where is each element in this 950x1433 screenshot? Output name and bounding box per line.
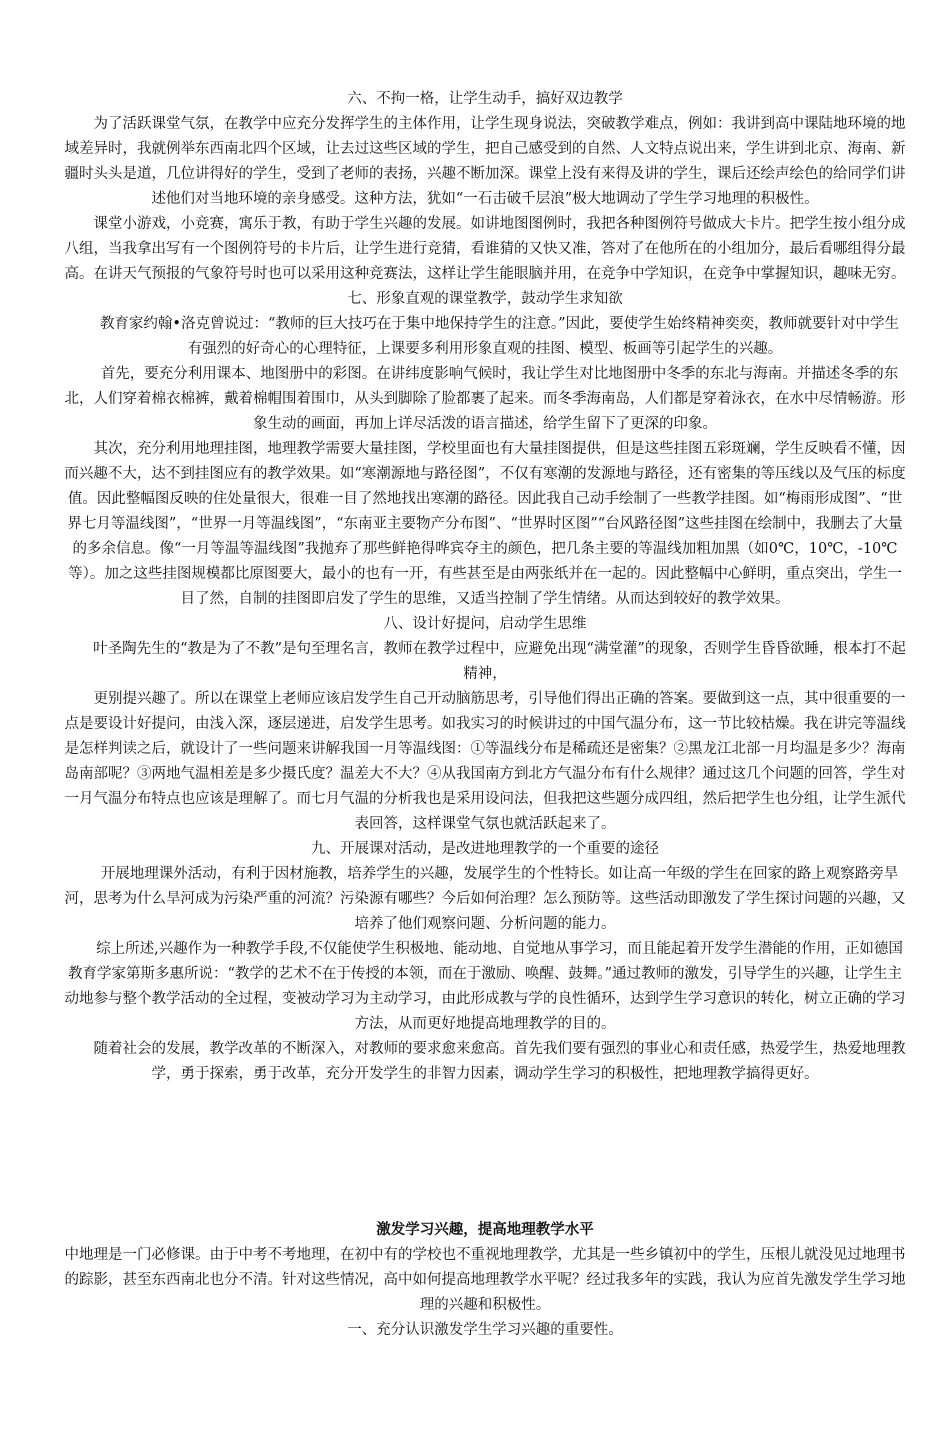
paragraph: 课堂小游戏，小竞赛，寓乐于教，有助于学生兴趣的发展。如讲地图图例时，我把各种图例符号做成大卡片。把学生按小组分成八组，当我拿出写有一个图例符号的卡片后，让学生进行竞猜，看谁猜的又快又准，答对了在他所在的小组加分，最后看哪组得分最高。在讲天气预报的气象符号时也可以采用这种竞赛法，这样让学生能眼脑并用，在竞争中学知识，在竞争中掌握知识，趣味无穷。 xyxy=(64,216,906,282)
paragraph: 其次，充分利用地理挂图，地理教学需要大量挂图，学校里面也有大量挂图提供，但是这些挂图五彩斑斓，学生反映看不懂，因而兴趣不大，达不到挂图应有的教学效果。如“寒潮源地与路径图”，不仅有寒潮的发源地与路径，还有密集的等压线以及气压的标度值。因此整幅图反映的住处量很大，很难一目了然地找出寒潮的路径。因此我自己动手绘制了一些教学挂图。如“梅雨形成图”、“世界七月等温线图”，“世界一月等温线图”，“东南亚主要物产分布图”、“世界时区图”“台风路径图”这些挂图在绘制中，我删去了大量的多余信息。像“一月等温等温线图”我抛弃了那些鲜艳得哗宾夺主的颜色，把几条主要的等温线加粗加黑（如0℃，10℃，-10℃等）。加之这些挂图规模都比原图要大，最小的也有一开，有些甚至是由两张纸并在一起的。因此整幅中心鲜明，重点突出，学生一目了然，自制的挂图即启发了学生的思维，又适当控制了学生情绪。从而达到较好的教学效果。 xyxy=(64,441,906,607)
section-heading-6: 六、不拘一格，让学生动手，搞好双边教学 xyxy=(347,91,623,107)
section-heading-9: 九、开展课对活动，是改进地理教学的一个重要的途径 xyxy=(311,841,659,857)
paragraph: 开展地理课外活动，有利于因材施教，培养学生的兴趣，发展学生的个性特长。如让高一年级的学生在回家的路上观察路旁旱河，思考为什么旱河成为污染严重的河流？污染源有哪些？今后如何治理？怎么预防等。这些活动即激发了学生探讨问题的兴趣，又培养了他们观察问题、分析问题的能力。 xyxy=(64,866,906,932)
paragraph: 更别提兴趣了。所以在课堂上老师应该启发学生自己开动脑筋思考，引导他们得出正确的答案。要做到这一点，其中很重要的一点是要设计好提问，由浅入深，逐层递进，启发学生思考。如我实习的时候讲过的中国气温分布，这一节比较枯燥。我在讲完等温线是怎样判读之后，就设计了一些问题来讲解我国一月等温线图：①等温线分布是稀疏还是密集？②黑龙江北部一月均温是多少？海南岛南部呢？③两地气温相差是多少摄氏度？温差大不大？④从我国南方到北方气温分布有什么规律？通过这几个问题的回答，学生对一月气温分布特点也应该是理解了。而七月气温的分析我也是采用设问法，但我把这些题分成四组，然后把学生也分组，让学生派代表回答，这样课堂气氛也就活跃起来了。 xyxy=(64,691,906,832)
paragraph: 综上所述,兴趣作为一种教学手段,不仅能使学生积极地、能动地、自觉地从事学习，而且能起着开发学生潜能的作用，正如德国教育学家第斯多惠所说：“教学的艺术不在于传授的本领，而在于激励、唤醒、鼓舞。”通过教师的激发，引导学生的兴趣，让学生主动地参与整个教学活动的全过程，变被动学习为主动学习，由此形成教与学的良性循环，达到学生学习意识的转化，树立正确的学习方法，从而更好地提高地理教学的目的。 xyxy=(64,941,906,1032)
section-heading-1: 一、充分认识激发学生学习兴趣的重要性。 xyxy=(347,1322,623,1338)
article-continuation xyxy=(64,87,906,1087)
second-article xyxy=(64,1218,906,1343)
paragraph: 教育家约翰•洛克曾说过：“教师的巨大技巧在于集中地保持学生的注意。”因此，要使学生始终精神奕奕，教师就要针对中学生有强烈的好奇心的心理特征，上课要多利用形象直观的挂图、模型、板画等引起学生的兴趣。 xyxy=(99,316,900,357)
article-title: 激发学习兴趣，提高地理教学水平 xyxy=(376,1222,594,1238)
paragraph: 中地理是一门必修课。由于中考不考地理，在初中有的学校也不重视地理教学，尤其是一些乡镇初中的学生，压根儿就没见过地理书的踪影，甚至东西南北也分不清。针对这些情况，高中如何提高地理教学水平呢？经过我多年的实践，我认为应首先激发学生学习地理的兴趣和积极性。 xyxy=(64,1247,906,1313)
paragraph: 为了活跃课堂气氛，在教学中应充分发挥学生的主体作用，让学生现身说法，突破教学难点，例如：我讲到高中课陆地环境的地域差异时，我就例举东西南北四个区域，让去过这些区域的学生，把自己感受到的自然、人文特点说出来，学生讲到北京、海南、新疆时头头是道，几位讲得好的学生，受到了老师的表扬，兴趣不断加深。课堂上没有来得及讲的学生，课后还绘声绘色的给同学们讲述他们对当地环境的亲身感受。这种方法，犹如“一石击破千层浪”极大地调动了学生学习地理的积极性。 xyxy=(64,116,906,207)
section-heading-8: 八、设计好提问，启动学生思维 xyxy=(383,616,587,632)
paragraph: 叶圣陶先生的“教是为了不教”是句至理名言，教师在教学过程中，应避免出现“满堂灌”的现象，否则学生昏昏欲睡，根本打不起精神， xyxy=(93,641,906,682)
paragraph: 随着社会的发展，教学改革的不断深入，对教师的要求愈来愈高。首先我们要有强烈的事业心和责任感，热爱学生，热爱地理教学，勇于探索，勇于改革，充分开发学生的非智力因素，调动学生学习的积极性，把地理教学搞得更好。 xyxy=(93,1041,906,1082)
paragraph: 首先，要充分利用课本、地图册中的彩图。在讲纬度影响气候时，我让学生对比地图册中冬季的东北与海南。并描述冬季的东北，人们穿着棉衣棉裤，戴着棉帽围着围巾，从头到脚除了脸都裹了起来。而冬季海南岛，人们都是穿着泳衣，在水中尽情畅游。形象生动的画面，再加上详尽活泼的语言描述，给学生留下了更深的印象。 xyxy=(64,366,906,432)
section-heading-7: 七、形象直观的课堂教学，鼓动学生求知欲 xyxy=(347,291,623,307)
